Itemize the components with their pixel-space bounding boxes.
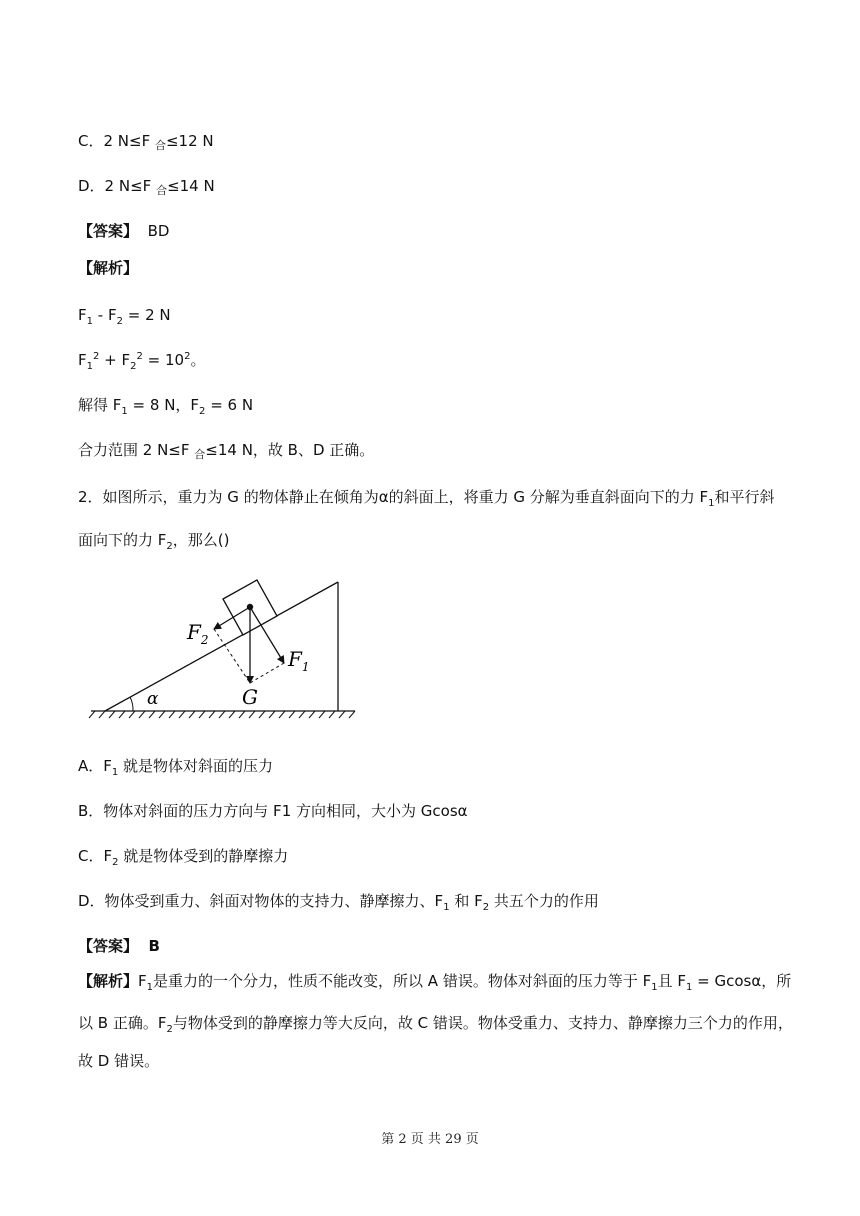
- dashed-line-f1-g: [250, 663, 284, 683]
- page-footer: 第 2 页 共 29 页: [381, 1132, 479, 1147]
- f1-label: $F_1$: [288, 647, 310, 674]
- ground-hatch: [89, 711, 355, 718]
- q1-option-c: C．2 N≤F $_合$≤12 N: [78, 132, 214, 152]
- q2-analysis-line-2: 以 B 正确。$F_2$与物体受到的静摩擦力等大反向，故 C 错误。物体受重力、支持力、静摩擦力三个力的作用，: [78, 1014, 793, 1035]
- f2-label: $F_2$: [187, 620, 209, 647]
- q2-analysis-line-1: 【解析】$F_1$是重力的一个分力，性质不能改变，所以 A 错误。物体对斜面的压力等于 $F_1$且 $F_1 = Gcos\alpha$，所: [78, 972, 792, 993]
- q2-option-a: A．$F_1$ 就是物体对斜面的压力: [78, 757, 274, 778]
- q1-equation-3: 解得 $F_1 = 8$ N，$F_2 = 6$ N: [78, 396, 254, 417]
- q2-stem-line-2: 面向下的力 $F_2$，那么(): [78, 531, 230, 552]
- dashed-line-f2-g: [214, 629, 250, 683]
- q1-equation-1: $F_1 - F_2 = 2$ N: [78, 306, 171, 327]
- answer-label: 【答案】: [78, 937, 139, 955]
- q2-option-b: B．物体对斜面的压力方向与 F1 方向相同，大小为 Gcosα: [78, 802, 468, 820]
- q1-analysis-label: 【解析】: [78, 259, 139, 277]
- q2-answer: 【答案】 B: [78, 937, 160, 955]
- q1-answer: 【答案】 BD: [78, 222, 170, 240]
- q2-stem-line-1: 2．如图所示，重力为 G 的物体静止在倾角为α的斜面上，将重力 G 分解为垂直斜面向下的力 $F_1$和平行斜: [78, 488, 775, 509]
- incline-slope: [105, 582, 338, 711]
- q2-option-d: D．物体受到重力、斜面对物体的支持力、静摩擦力、$F_1$ 和 $F_2$ 共五个力的作用: [78, 892, 599, 913]
- q2-analysis-line-3: 故 D 错误。: [78, 1052, 160, 1070]
- q1-option-d: D．2 N≤F $_合$≤14 N: [78, 177, 215, 197]
- incline-force-diagram: [85, 570, 365, 720]
- q2-option-c: C．$F_2$ 就是物体受到的静摩擦力: [78, 847, 289, 868]
- q1-equation-2: $F_1^2 + F_2^2 = 10^2$。: [78, 351, 206, 372]
- alpha-label: α: [147, 689, 159, 709]
- angle-arc: [130, 697, 133, 711]
- q1-conclusion: 合力范围 2 N≤F $_合$≤14 N，故 B、D 正确。: [78, 441, 375, 461]
- g-label: G: [242, 685, 258, 709]
- answer-label: 【答案】: [78, 222, 139, 240]
